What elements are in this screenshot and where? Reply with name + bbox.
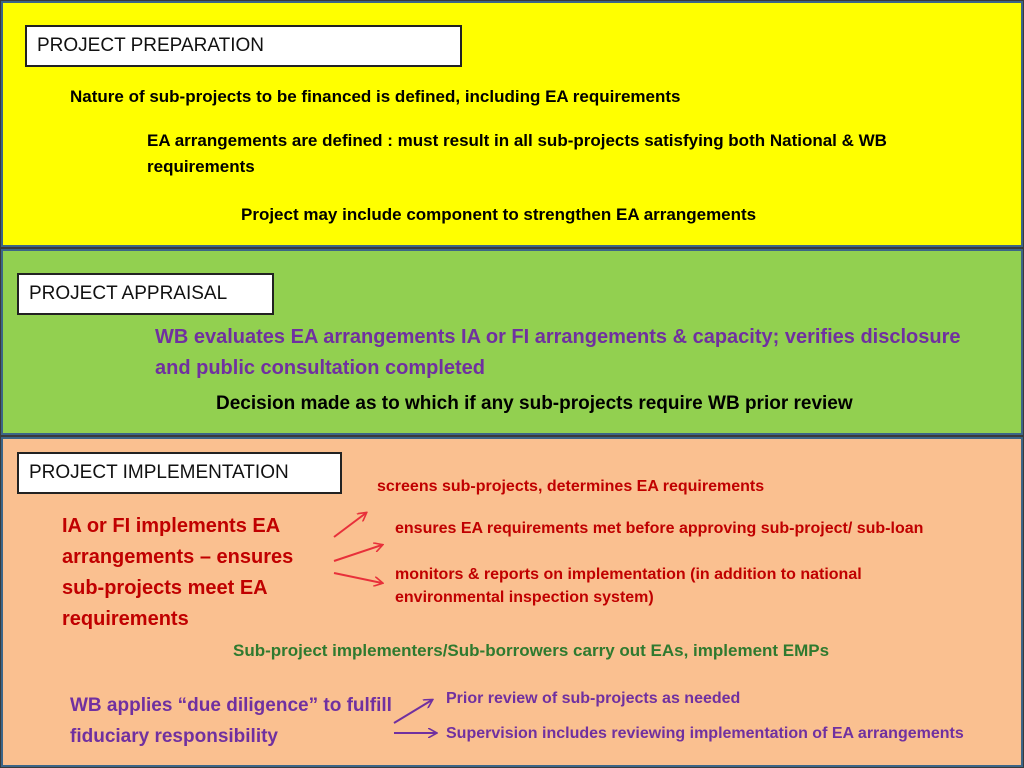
appraisal-line-evaluation: WB evaluates EA arrangements IA or FI arrangements & capacity; verifies disclosure and public consultation completed	[155, 326, 961, 379]
ia-item-monitors: monitors & reports on implementation (in addition to national environmental inspection system)	[395, 566, 862, 606]
preparation-line-ea-arrangements: EA arrangements are defined : must result in all sub-projects satisfying both National & WB requirements	[147, 131, 887, 176]
preparation-line-component: Project may include component to strengthen EA arrangements	[241, 205, 757, 224]
preparation-line-subprojects: Nature of sub-projects to be financed is defined, including EA requirements	[70, 87, 681, 106]
sub-project-implementers-line: Sub-project implementers/Sub-borrowers carry out EAs, implement EMPs	[233, 641, 830, 660]
ia-item-screens: screens sub-projects, determines EA requirements	[377, 478, 765, 495]
appraisal-header: PROJECT APPRAISAL	[17, 273, 274, 315]
ia-implements-text: IA or FI implements EA arrangements – ensures sub-projects meet EA requirements	[62, 515, 294, 630]
preparation-header: PROJECT PREPARATION	[25, 25, 462, 67]
implementation-header: PROJECT IMPLEMENTATION	[17, 452, 342, 494]
ia-item-ensures: ensures EA requirements met before approving sub-project/ sub-loan	[395, 520, 924, 537]
wb-due-diligence-text: WB applies “due diligence” to fulfill fiduciary responsibility	[70, 695, 392, 747]
wb-item-prior-review: Prior review of sub-projects as needed	[446, 690, 741, 707]
appraisal-line-decision: Decision made as to which if any sub-projects require WB prior review	[216, 393, 853, 414]
wb-item-supervision: Supervision includes reviewing implementation of EA arrangements	[446, 725, 964, 742]
